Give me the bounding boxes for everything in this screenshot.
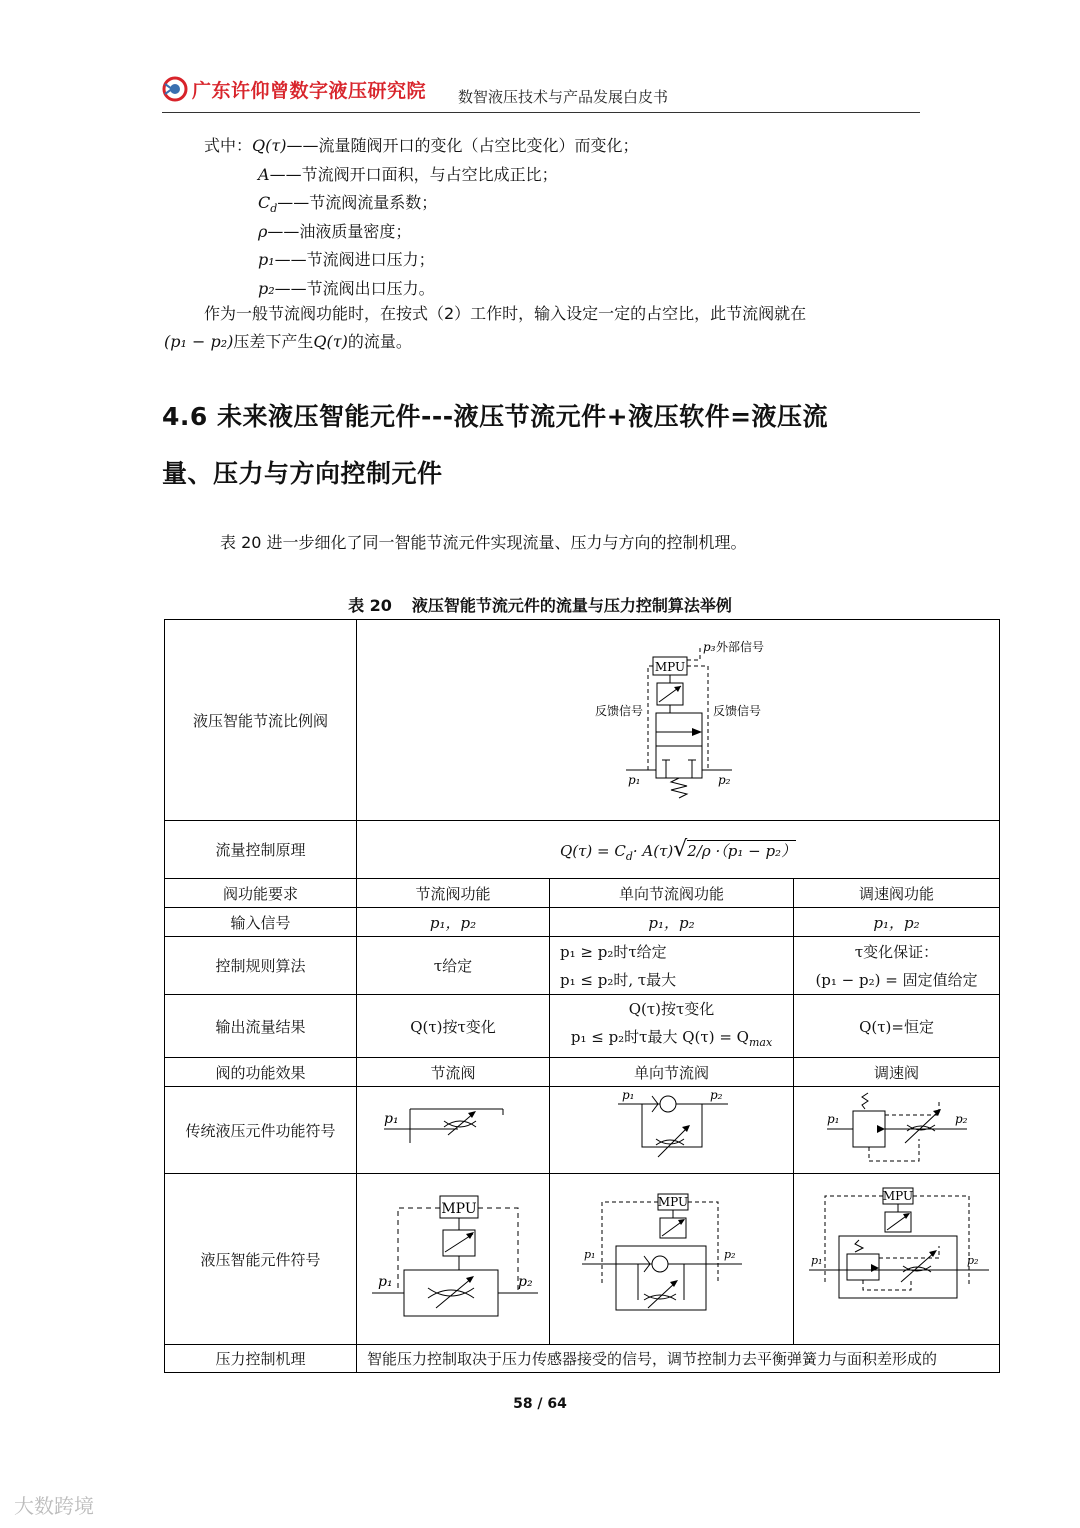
institute-logo-icon <box>162 76 188 102</box>
page-number: 58 / 64 <box>513 1396 567 1412</box>
def-text: ——节流阀进口压力； <box>274 250 435 269</box>
cell-subscript: max <box>748 1036 773 1049</box>
row-label: 输入信号 <box>165 908 357 937</box>
heading-line-2: 量、压力与方向控制元件 <box>162 459 443 488</box>
table-row <box>165 908 1000 937</box>
formula-part: Q(τ) = C <box>559 841 626 860</box>
table-row <box>165 821 1000 879</box>
feedback-signal-right: 反馈信号 <box>713 704 762 718</box>
table-cell: 节流阀功能 <box>357 879 550 908</box>
table-cell <box>794 937 1000 995</box>
p2-symbol: p₂ <box>954 1112 968 1126</box>
row-label: 阀功能要求 <box>165 879 357 908</box>
valve-schematic <box>358 620 998 816</box>
heading-line-1: 4.6 未来液压智能元件---液压节流元件+液压软件=液压流 <box>162 402 829 431</box>
control-algorithm-table <box>164 619 1000 1373</box>
def-text: ——节流阀出口压力。 <box>274 278 435 298</box>
cell-line: (p₁ − p₂) = 固定值给定 <box>815 970 978 989</box>
row-label: 液压智能元件符号 <box>165 1174 357 1345</box>
row-label: 控制规则算法 <box>165 937 357 995</box>
p1-symbol: p₁ <box>810 1254 822 1267</box>
table-row <box>165 620 1000 821</box>
speed-control-valve-icon <box>795 1087 999 1169</box>
table-row <box>165 937 1000 995</box>
body-line-2 <box>164 328 924 356</box>
flow-expr: Q(τ) <box>313 332 348 351</box>
def-text: ——节流阀流量系数； <box>277 193 438 212</box>
table-caption <box>0 593 1080 616</box>
p2-symbol: p₂ <box>718 773 731 787</box>
table-cell <box>550 937 794 995</box>
cell-line: Q(τ)按τ变化 <box>628 1000 715 1018</box>
flow-formula: $Q(\tau) = C_d\cdot A(\tau)√2/\rho \cdot(p_1 - p_2)$ <box>357 821 1000 879</box>
smart-speed-control-symbol <box>794 1174 1000 1345</box>
check-throttle-valve-icon <box>552 1087 792 1169</box>
throttle-valve-icon <box>358 1087 548 1169</box>
table-number: 表 20 <box>348 596 392 615</box>
speed-control-valve-symbol <box>794 1087 1000 1174</box>
watermark: 大数跨境 <box>14 1494 94 1518</box>
def-symbol: p₂ <box>258 278 275 298</box>
mpu-label: MPU <box>657 1195 688 1209</box>
p1-symbol: p₁ <box>384 1111 399 1127</box>
smart-speed-control-icon <box>795 1174 999 1340</box>
def-symbol: Q(τ) <box>252 136 287 155</box>
cell-line: p₁ ≥ p₂时τ给定 <box>560 942 667 961</box>
row-label: 流量控制原理 <box>165 821 357 879</box>
p2-symbol: p₂ <box>723 1248 735 1261</box>
table-row <box>165 995 1000 1058</box>
cell-line: p₁ ≤ p₂时, τ最大 <box>560 970 677 989</box>
table-cell: 单向节流阀功能 <box>550 879 794 908</box>
symbol-definitions <box>204 132 638 303</box>
mpu-label: MPU <box>441 1201 477 1217</box>
table-cell: 调速阀功能 <box>794 879 1000 908</box>
throttle-valve-symbol <box>357 1087 550 1174</box>
check-throttle-valve-symbol <box>550 1087 794 1174</box>
table-row <box>165 1174 1000 1345</box>
mpu-label: MPU <box>882 1189 913 1203</box>
p1-symbol: p₁ <box>583 1248 595 1261</box>
def-symbol: ρ <box>258 221 268 241</box>
formula-radicand: 2/ρ ·（p₁ − p₂） <box>687 841 797 860</box>
smart-throttle-icon <box>358 1174 548 1340</box>
table-cell: 单向节流阀 <box>550 1058 794 1087</box>
table-intro: 表 20 进一步细化了同一智能节流元件实现流量、压力与方向的控制机理。 <box>220 533 747 552</box>
p2-symbol: p₂ <box>709 1088 722 1102</box>
table-cell: 节流阀 <box>357 1058 550 1087</box>
table-cell: Q(τ)按τ变化 <box>357 995 550 1058</box>
p1-symbol: p₁ <box>826 1112 840 1126</box>
p1-symbol: p₁ <box>621 1088 634 1102</box>
page-header <box>162 70 920 113</box>
def-symbol: A <box>258 164 270 184</box>
table-row <box>165 1345 1000 1373</box>
cell-text: p₁ ≤ p₂时τ最大 Q(τ) = Q <box>570 1028 749 1046</box>
defs-prefix: 式中： <box>204 136 253 155</box>
proportional-valve-diagram <box>357 620 1000 821</box>
cell-line: τ变化保证： <box>854 942 939 961</box>
p2-symbol: p₂ <box>518 1274 533 1290</box>
cell-line <box>550 1023 793 1057</box>
table-cell: Q(τ)=恒定 <box>794 995 1000 1058</box>
pressure-diff-expr: (p₁ − p₂) <box>164 332 234 351</box>
external-signal-label: 外部信号 <box>716 640 765 654</box>
row-label: 输出流量结果 <box>165 995 357 1058</box>
table-row <box>165 1058 1000 1087</box>
table-row <box>165 879 1000 908</box>
table-title: 液压智能节流元件的流量与压力控制算法举例 <box>411 596 732 615</box>
def-text: ——流量随阀开口的变化（占空比变化）而变化； <box>286 136 639 155</box>
table-cell: p₁，p₂ <box>550 908 794 937</box>
def-text: ——节流阀开口面积，与占空比成正比； <box>269 164 558 184</box>
p3-symbol: p₃ <box>703 640 716 654</box>
table-cell: p₁，p₂ <box>357 908 550 937</box>
body-line-1: 作为一般节流阀功能时，在按式（2）工作时，输入设定一定的占空比，此节流阀就在 <box>204 304 807 323</box>
smart-throttle-symbol <box>357 1174 550 1345</box>
document-title: 数智液压技术与产品发展白皮书 <box>458 88 669 106</box>
table-cell: 调速阀 <box>794 1058 1000 1087</box>
p2-symbol: p₂ <box>966 1254 978 1267</box>
p1-symbol: p₁ <box>628 773 641 787</box>
table-cell: τ给定 <box>357 937 550 995</box>
row-label: 传统液压元件功能符号 <box>165 1087 357 1174</box>
table-cell: p₁，p₂ <box>794 908 1000 937</box>
def-symbol: $C_d$ <box>258 193 278 216</box>
row-label: 压力控制机理 <box>165 1345 357 1373</box>
table-cell <box>550 995 794 1058</box>
table-row <box>165 1087 1000 1174</box>
formula-part: · A(τ) <box>632 841 674 860</box>
feedback-signal-left: 反馈信号 <box>595 704 644 718</box>
row-label: 液压智能节流比例阀 <box>165 620 357 821</box>
body-text: 压差下产生 <box>233 332 314 351</box>
def-symbol: p₁ <box>258 250 275 269</box>
institute-name: 广东许仰曾数字液压研究院 <box>192 80 427 102</box>
body-paragraph <box>164 300 924 356</box>
row-label: 阀的功能效果 <box>165 1058 357 1087</box>
pressure-control-text: 智能压力控制取决于压力传感器接受的信号，调节控制力去平衡弹簧力与面积差形成的 <box>357 1345 1000 1373</box>
smart-check-throttle-symbol <box>550 1174 794 1345</box>
mpu-label: MPU <box>654 660 686 674</box>
smart-check-throttle-icon <box>552 1174 792 1340</box>
def-text: ——油液质量密度； <box>267 221 412 241</box>
section-heading <box>162 388 922 502</box>
body-text: 的流量。 <box>347 332 412 351</box>
p1-symbol: p₁ <box>378 1274 393 1290</box>
